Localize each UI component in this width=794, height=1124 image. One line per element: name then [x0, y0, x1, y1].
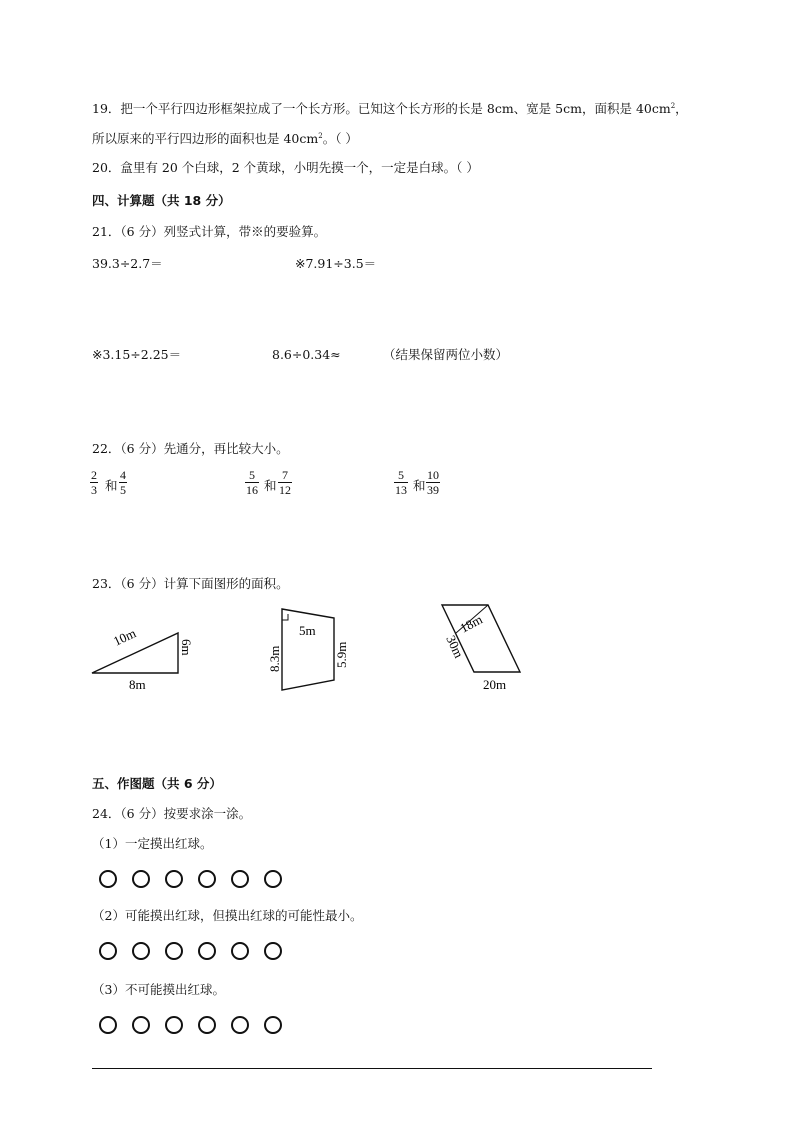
ball-circle[interactable]	[165, 942, 183, 960]
q24-prompt: 24．（6 分）按要求涂一涂。	[92, 806, 252, 821]
triangle-hyp-label: 10m	[110, 625, 139, 649]
q19-sup2: 2	[318, 132, 323, 140]
ball-circle[interactable]	[165, 1016, 183, 1034]
denominator: 13	[395, 483, 407, 497]
parallelogram-height-label: 18m	[457, 611, 485, 636]
ball-circle[interactable]	[99, 870, 117, 888]
fraction	[245, 468, 259, 497]
parallelogram-figure	[432, 600, 532, 696]
q19-line1-text: 19．把一个平行四边形框架拉成了一个长方形。已知这个长方形的长是 8cm、宽是 5cm，面积是 40cm	[92, 101, 671, 116]
trapezoid-top-label: 5m	[299, 623, 316, 638]
and-word: 和	[264, 478, 277, 493]
q19-sup1: 2	[670, 102, 676, 110]
ball-circle[interactable]	[132, 870, 150, 888]
fraction	[90, 468, 98, 497]
ball-circle[interactable]	[132, 942, 150, 960]
fraction	[426, 468, 440, 497]
ball-circle[interactable]	[198, 942, 216, 960]
and-word: 和	[413, 478, 426, 493]
trapezoid-figure	[262, 604, 358, 696]
triangle-base-label: 8m	[129, 677, 146, 692]
q21-expr-4: 8.6÷0.34≈	[272, 347, 341, 362]
q19-line1-end: ，	[675, 101, 688, 116]
numerator: 5	[398, 468, 404, 482]
q19-line2	[92, 128, 358, 147]
ball-circle[interactable]	[99, 1016, 117, 1034]
q21-prompt: 21．（6 分）列竖式计算，带※的要验算。	[92, 224, 327, 239]
section4-title: 四、计算题（共 18 分）	[92, 193, 231, 208]
q21-expr-3: ※3.15÷2.25＝	[92, 347, 182, 362]
q20-text[interactable]: 20．盒里有 20 个白球，2 个黄球，小明先摸一个，一定是白球。（ ）	[92, 160, 479, 175]
fraction	[394, 468, 408, 497]
fraction	[119, 468, 127, 497]
q21-expr-4-note: （结果保留两位小数）	[383, 347, 509, 362]
q22-prompt: 22．（6 分）先通分，再比较大小。	[92, 441, 289, 456]
ball-circle[interactable]	[264, 870, 282, 888]
denominator: 39	[427, 483, 439, 497]
trapezoid-shape	[282, 609, 334, 690]
denominator: 16	[246, 483, 258, 497]
ball-circle[interactable]	[231, 1016, 249, 1034]
q19-line1	[92, 98, 688, 117]
right-angle-mark	[282, 614, 288, 620]
ball-circle[interactable]	[198, 870, 216, 888]
ball-circle[interactable]	[198, 1016, 216, 1034]
right-triangle-figure	[88, 625, 198, 695]
q21-expr-2: ※7.91÷3.5＝	[295, 256, 377, 271]
q24-part-3-label: （3）不可能摸出红球。	[92, 982, 225, 997]
trapezoid-right-label: 5.9m	[334, 641, 349, 668]
denominator: 12	[279, 483, 291, 497]
ball-circle[interactable]	[264, 942, 282, 960]
ball-circle[interactable]	[231, 870, 249, 888]
denominator: 3	[91, 483, 97, 497]
numerator: 7	[282, 468, 288, 482]
q19-answer-blank[interactable]: 。（ ）	[322, 131, 358, 146]
footer-divider	[92, 1068, 652, 1069]
parallelogram-side-label: 30m	[443, 632, 467, 661]
q24-part-1-label: （1）一定摸出红球。	[92, 836, 213, 851]
ball-circle[interactable]	[99, 942, 117, 960]
fraction	[278, 468, 292, 497]
and-word: 和	[105, 478, 118, 493]
ball-circle[interactable]	[231, 942, 249, 960]
trapezoid-left-label: 8.3m	[267, 645, 282, 672]
ball-circle[interactable]	[264, 1016, 282, 1034]
numerator: 10	[427, 468, 439, 482]
q21-expr-1: 39.3÷2.7＝	[92, 256, 163, 271]
q23-prompt: 23．（6 分）计算下面图形的面积。	[92, 576, 289, 591]
parallelogram-base-label: 20m	[483, 677, 507, 692]
numerator: 5	[249, 468, 255, 482]
q24-part-2-label: （2）可能摸出红球，但摸出红球的可能性最小。	[92, 908, 363, 923]
section5-title: 五、作图题（共 6 分）	[92, 776, 222, 791]
ball-circle[interactable]	[132, 1016, 150, 1034]
q19-line2-text: 所以原来的平行四边形的面积也是 40cm	[92, 131, 319, 146]
ball-circle[interactable]	[165, 870, 183, 888]
numerator: 2	[91, 468, 97, 482]
numerator: 4	[120, 468, 126, 482]
triangle-side-label: 6m	[179, 639, 194, 656]
denominator: 5	[120, 483, 126, 497]
